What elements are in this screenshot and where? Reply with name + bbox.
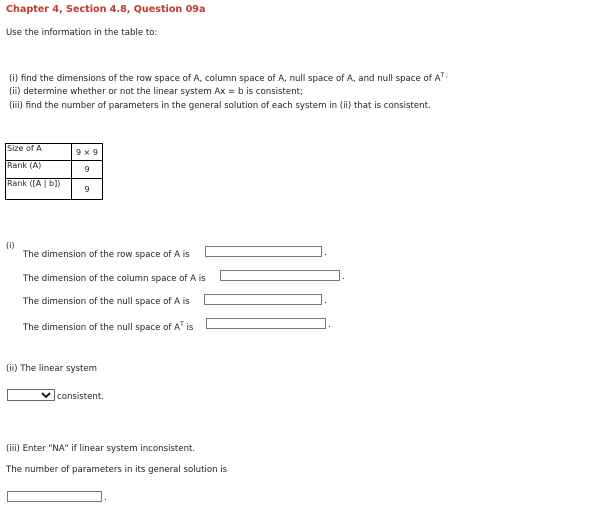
period: . [328, 320, 331, 330]
period: . [324, 296, 327, 306]
question-column-space: The dimension of the column space of A is [23, 274, 206, 284]
instruction-ii: (ii) determine whether or not the linear system Ax = b is consistent; [9, 87, 303, 97]
row-space-answer-input[interactable] [205, 246, 322, 257]
parameters-answer-input[interactable] [7, 491, 102, 502]
period: . [104, 493, 107, 503]
page-title: Chapter 4, Section 4.8, Question 09a [6, 4, 206, 15]
table-cell-value: 9 × 9 [72, 144, 103, 161]
table-row [6, 179, 103, 200]
question-null-space: The dimension of the null space of A is [23, 297, 190, 307]
table-cell-label: Size of A [6, 144, 72, 161]
chevron-down-icon [41, 392, 51, 399]
instruction-iii: (iii) find the number of parameters in the general solution of each system in (ii) that is consistent. [9, 101, 431, 111]
part-iii-label: (iii) Enter "NA" if linear system inconsistent. [6, 444, 196, 454]
consistent-text: consistent. [57, 392, 104, 402]
parameters-question: The number of parameters in its general solution is [6, 465, 228, 475]
table-row [6, 161, 103, 179]
period: . [342, 272, 345, 282]
part-ii-label: (ii) The linear system [6, 364, 98, 374]
null-space-answer-input[interactable] [204, 294, 322, 305]
question-row-space: The dimension of the row space of A is [23, 250, 190, 260]
table-cell-label: Rank (A) [6, 161, 72, 179]
intro-text: Use the information in the table to: [6, 28, 158, 38]
table-cell-label: Rank ([A | b]) [6, 179, 72, 200]
part-i-marker: (i) [6, 241, 15, 250]
consistency-select[interactable] [7, 389, 55, 401]
table-row [6, 144, 103, 161]
question-null-space-transpose: The dimension of the null space of $A^T$ is [23, 321, 194, 333]
null-space-transpose-answer-input[interactable] [206, 318, 326, 329]
instruction-i: (i) find the dimensions of the row space of A, column space of A, null space of A, and null space of $A^{T ;}$ [9, 72, 449, 84]
period: . [324, 248, 327, 258]
table-cell-value: 9 [72, 179, 103, 200]
table-cell-value: 9 [72, 161, 103, 179]
matrix-info-table [5, 143, 103, 200]
column-space-answer-input[interactable] [220, 270, 340, 281]
